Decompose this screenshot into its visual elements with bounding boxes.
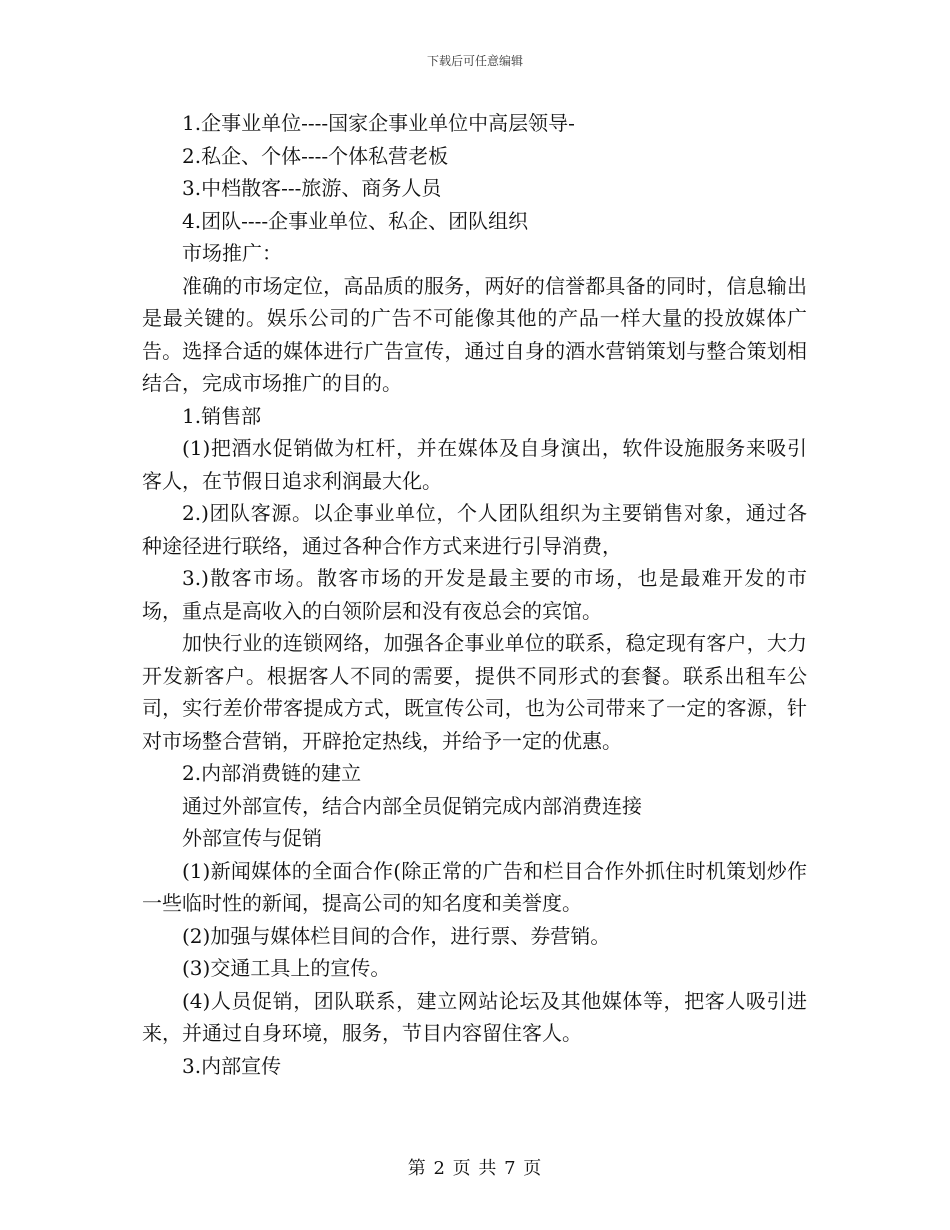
paragraph: 准确的市场定位，高品质的服务，两好的信誉都具备的同时，信息输出是最关键的。娱乐公司的广告不可能像其他的产品一样大量的投放媒体广告。选择合适的媒体进行广告宣传，通过自身的酒水营销策划与整合策划相结合，完成市场推广的目的。 [142, 273, 807, 395]
paragraph: (2)加强与媒体栏目间的合作，进行票、券营销。 [182, 923, 611, 948]
paragraph: (4)人员促销，团队联系，建立网站论坛及其他媒体等，把客人吸引进来，并通过自身环境，服务，节目内容留住客人。 [142, 988, 807, 1045]
paragraph: 加快行业的连锁网络，加强各企事业单位的联系，稳定现有客户，大力开发新客户。根据客人不同的需要，提供不同形式的套餐。联系出租车公司，实行差价带客提成方式，既宣传公司，也为公司带来了一定的客源，针对市场整合营销，开辟抢定热线，并给予一定的优惠。 [142, 631, 807, 753]
section-heading: 3.内部宣传 [182, 1053, 282, 1078]
section-heading: 市场推广： [182, 241, 282, 265]
paragraph: 2.)团队客源。以企事业单位，个人团队组织为主要销售对象，通过各种途径进行联络，通过各种合作方式来进行引导消费， [142, 501, 807, 558]
paragraph: (3)交通工具上的宣传。 [182, 956, 391, 980]
page-number: 第 2 页 共 7 页 [407, 1158, 543, 1179]
paragraph: 2.私企、个体----个体私营老板 [182, 143, 449, 168]
paragraph: 1.企事业单位----国家企事业单位中高层领导- [182, 111, 575, 135]
paragraph: (1)新闻媒体的全面合作(除正常的广告和栏目合作外抓住时机策划炒作一些临时性的新闻，提高公司的知名度和美誉度。 [142, 858, 807, 915]
section-heading: 1.销售部 [182, 403, 262, 428]
paragraph: 3.)散客市场。散客市场的开发是最主要的市场，也是最难开发的市场，重点是高收入的白领阶层和没有夜总会的宾馆。 [142, 566, 807, 623]
paragraph: (1)把酒水促销做为杠杆，并在媒体及自身演出，软件设施服务来吸引客人，在节假日追求利润最大化。 [142, 436, 807, 493]
page-header: 下载后可任意编辑 [426, 54, 523, 68]
section-heading: 外部宣传与促销 [182, 826, 322, 850]
paragraph: 4.团队----企事业单位、私企、团队组织 [182, 208, 529, 233]
section-heading: 2.内部消费链的建立 [182, 761, 362, 785]
paragraph: 3.中档散客---旅游、商务人员 [182, 176, 442, 200]
paragraph: 通过外部宣传，结合内部全员促销完成内部消费连接 [182, 793, 642, 818]
document-body [142, 107, 807, 1082]
